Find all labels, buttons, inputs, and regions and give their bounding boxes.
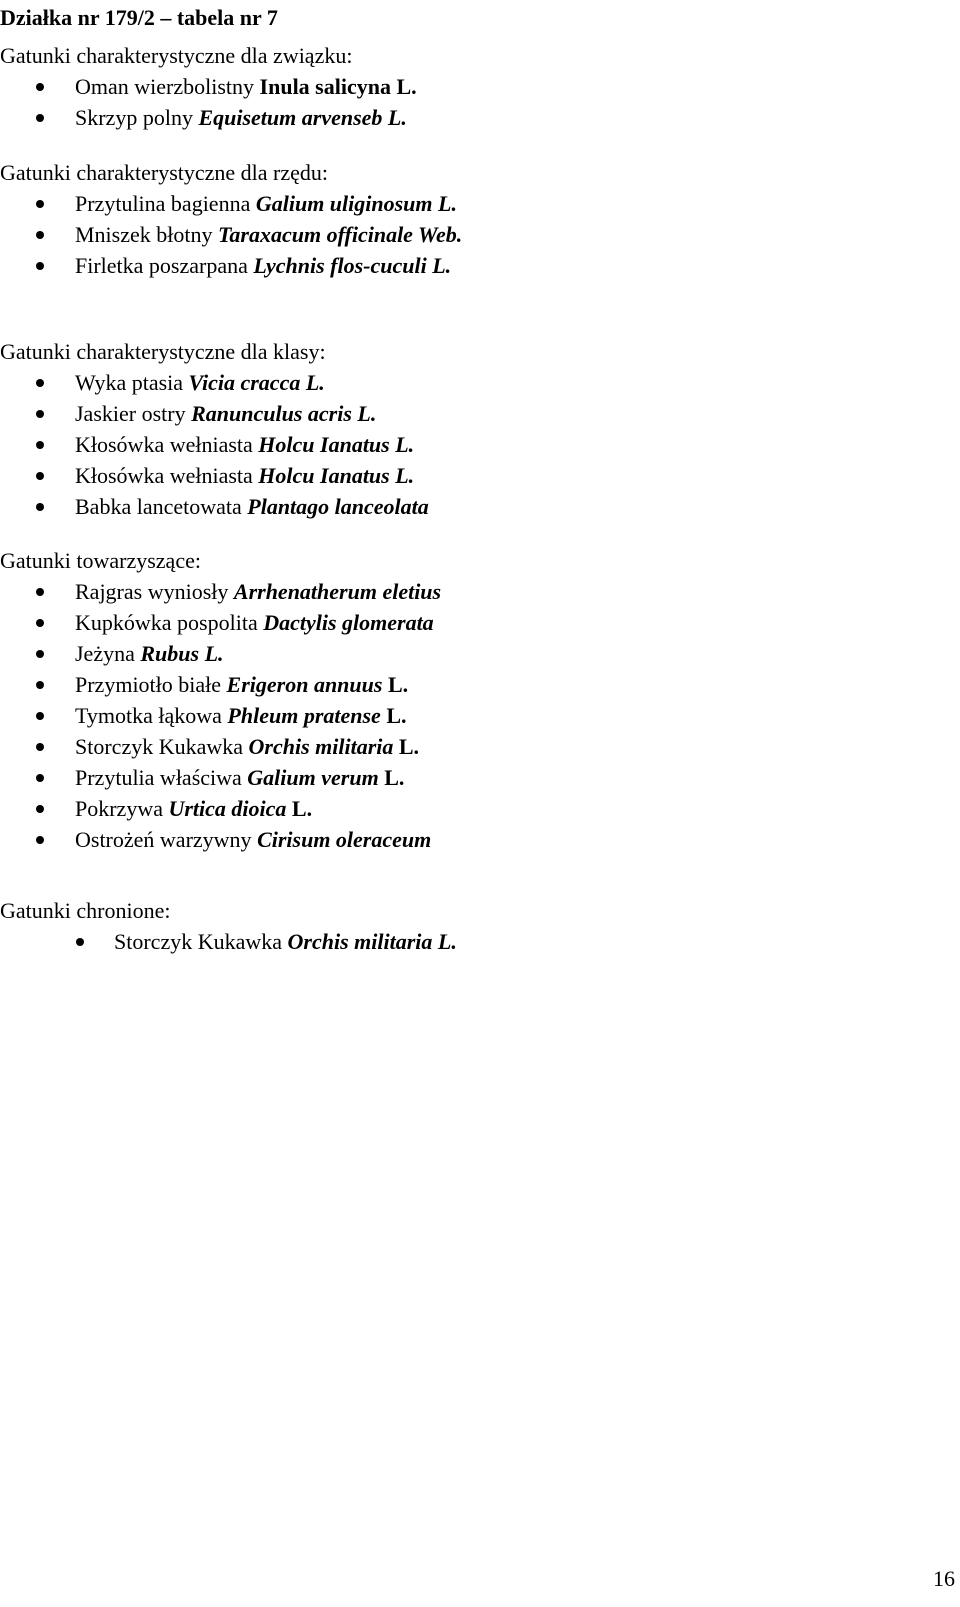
bullet-icon bbox=[36, 200, 44, 208]
species-author: L. bbox=[378, 765, 405, 790]
species-latin-name: Urtica dioica bbox=[168, 796, 287, 821]
species-latin-name: Orchis militaria bbox=[248, 734, 394, 759]
species-latin-name: Plantago lanceolata bbox=[247, 494, 429, 519]
species-author: L. bbox=[380, 703, 407, 728]
bullet-icon bbox=[36, 379, 44, 387]
species-latin-name: Orchis militaria L. bbox=[287, 929, 457, 954]
bullet-icon bbox=[36, 231, 44, 239]
species-author: L. bbox=[393, 734, 420, 759]
species-latin-name: Cirisum oleraceum bbox=[257, 827, 432, 852]
species-latin-name: Lychnis flos-cuculi L. bbox=[253, 253, 452, 278]
section-protected bbox=[0, 895, 960, 957]
species-common-name: Tymotka łąkowa bbox=[75, 703, 222, 728]
bullet-icon bbox=[36, 114, 44, 122]
species-list-class bbox=[0, 367, 960, 522]
species-latin-name: Vicia cracca L. bbox=[188, 370, 325, 395]
bullet-icon bbox=[36, 805, 44, 813]
list-item bbox=[0, 71, 960, 102]
species-latin-name: Arrhenatherum eletius bbox=[233, 579, 442, 604]
species-list-association bbox=[0, 71, 960, 133]
species-latin-name: Holcu Ianatus L. bbox=[258, 463, 415, 488]
species-common-name: Oman wierzbolistny bbox=[75, 74, 255, 99]
species-common-name: Pokrzywa bbox=[75, 796, 163, 821]
list-item bbox=[0, 250, 960, 281]
species-latin-name: Equisetum arvenseb L. bbox=[198, 105, 407, 130]
list-item bbox=[0, 926, 960, 957]
species-common-name: Wyka ptasia bbox=[75, 370, 184, 395]
list-item bbox=[0, 700, 960, 731]
species-author: L. bbox=[286, 796, 313, 821]
list-item bbox=[0, 762, 960, 793]
bullet-icon bbox=[36, 774, 44, 782]
bullet-icon bbox=[36, 619, 44, 627]
species-common-name: Firletka poszarpana bbox=[75, 253, 248, 278]
list-item bbox=[0, 219, 960, 250]
species-common-name: Przymiotło białe bbox=[75, 672, 222, 697]
species-latin-name: Ranunculus acris L. bbox=[191, 401, 377, 426]
species-common-name: Mniszek błotny bbox=[75, 222, 213, 247]
species-list-order bbox=[0, 188, 960, 281]
list-item bbox=[0, 669, 960, 700]
species-common-name: Przytulina bagienna bbox=[75, 191, 251, 216]
species-latin-name: Erigeron annuus bbox=[226, 672, 383, 697]
list-item bbox=[0, 731, 960, 762]
species-latin-name: Dactylis glomerata bbox=[263, 610, 434, 635]
list-item bbox=[0, 607, 960, 638]
species-latin-name: Galium verum bbox=[247, 765, 379, 790]
species-latin-name: Taraxacum officinale Web. bbox=[218, 222, 463, 247]
page-number: 16 bbox=[933, 1566, 955, 1591]
species-common-name: Kłosówka wełniasta bbox=[75, 432, 253, 457]
bullet-icon bbox=[36, 681, 44, 689]
section-heading-protected: Gatunki chronione: bbox=[0, 898, 171, 923]
bullet-icon bbox=[36, 836, 44, 844]
bullet-icon bbox=[76, 938, 84, 946]
section-heading-order: Gatunki charakterystyczne dla rzędu: bbox=[0, 160, 329, 185]
list-item bbox=[0, 793, 960, 824]
species-list-protected bbox=[0, 926, 960, 957]
list-item bbox=[0, 491, 960, 522]
species-latin-name: Galium uliginosum L. bbox=[255, 191, 457, 216]
bullet-icon bbox=[36, 503, 44, 511]
bullet-icon bbox=[36, 588, 44, 596]
bullet-icon bbox=[36, 410, 44, 418]
species-common-name: Rajgras wyniosły bbox=[75, 579, 229, 604]
list-item bbox=[0, 102, 960, 133]
species-latin-name: Phleum pratense bbox=[227, 703, 381, 728]
species-common-name: Jaskier ostry bbox=[75, 401, 186, 426]
species-common-name: Jeżyna bbox=[75, 641, 135, 666]
species-common-name: Przytulia właściwa bbox=[75, 765, 242, 790]
list-item bbox=[0, 824, 960, 855]
species-common-name: Storczyk Kukawka bbox=[75, 734, 244, 759]
section-order bbox=[0, 157, 960, 281]
section-class bbox=[0, 336, 960, 522]
section-companion bbox=[0, 545, 960, 855]
list-item bbox=[0, 367, 960, 398]
section-association bbox=[0, 40, 960, 133]
bullet-icon bbox=[36, 712, 44, 720]
species-latin-name: Rubus L. bbox=[140, 641, 224, 666]
section-heading-class: Gatunki charakterystyczne dla klasy: bbox=[0, 339, 326, 364]
bullet-icon bbox=[36, 441, 44, 449]
species-list-companion bbox=[0, 576, 960, 855]
list-item bbox=[0, 638, 960, 669]
species-latin-name: Holcu Ianatus L. bbox=[258, 432, 415, 457]
species-common-name: Babka lancetowata bbox=[75, 494, 242, 519]
page-title: Działka nr 179/2 – tabela nr 7 bbox=[0, 5, 278, 30]
list-item bbox=[0, 398, 960, 429]
bullet-icon bbox=[36, 262, 44, 270]
bullet-icon bbox=[36, 472, 44, 480]
species-common-name: Storczyk Kukawka bbox=[114, 929, 283, 954]
list-item bbox=[0, 188, 960, 219]
section-heading-association: Gatunki charakterystyczne dla związku: bbox=[0, 43, 353, 68]
list-item bbox=[0, 429, 960, 460]
species-common-name: Kłosówka wełniasta bbox=[75, 463, 253, 488]
species-common-name: Ostrożeń warzywny bbox=[75, 827, 252, 852]
bullet-icon bbox=[36, 743, 44, 751]
species-latin-name: Inula salicyna L. bbox=[259, 74, 417, 99]
bullet-icon bbox=[36, 650, 44, 658]
list-item bbox=[0, 576, 960, 607]
species-author: L. bbox=[382, 672, 409, 697]
section-heading-companion: Gatunki towarzyszące: bbox=[0, 548, 201, 573]
bullet-icon bbox=[36, 83, 44, 91]
species-common-name: Kupkówka pospolita bbox=[75, 610, 258, 635]
species-common-name: Skrzyp polny bbox=[75, 105, 193, 130]
list-item bbox=[0, 460, 960, 491]
